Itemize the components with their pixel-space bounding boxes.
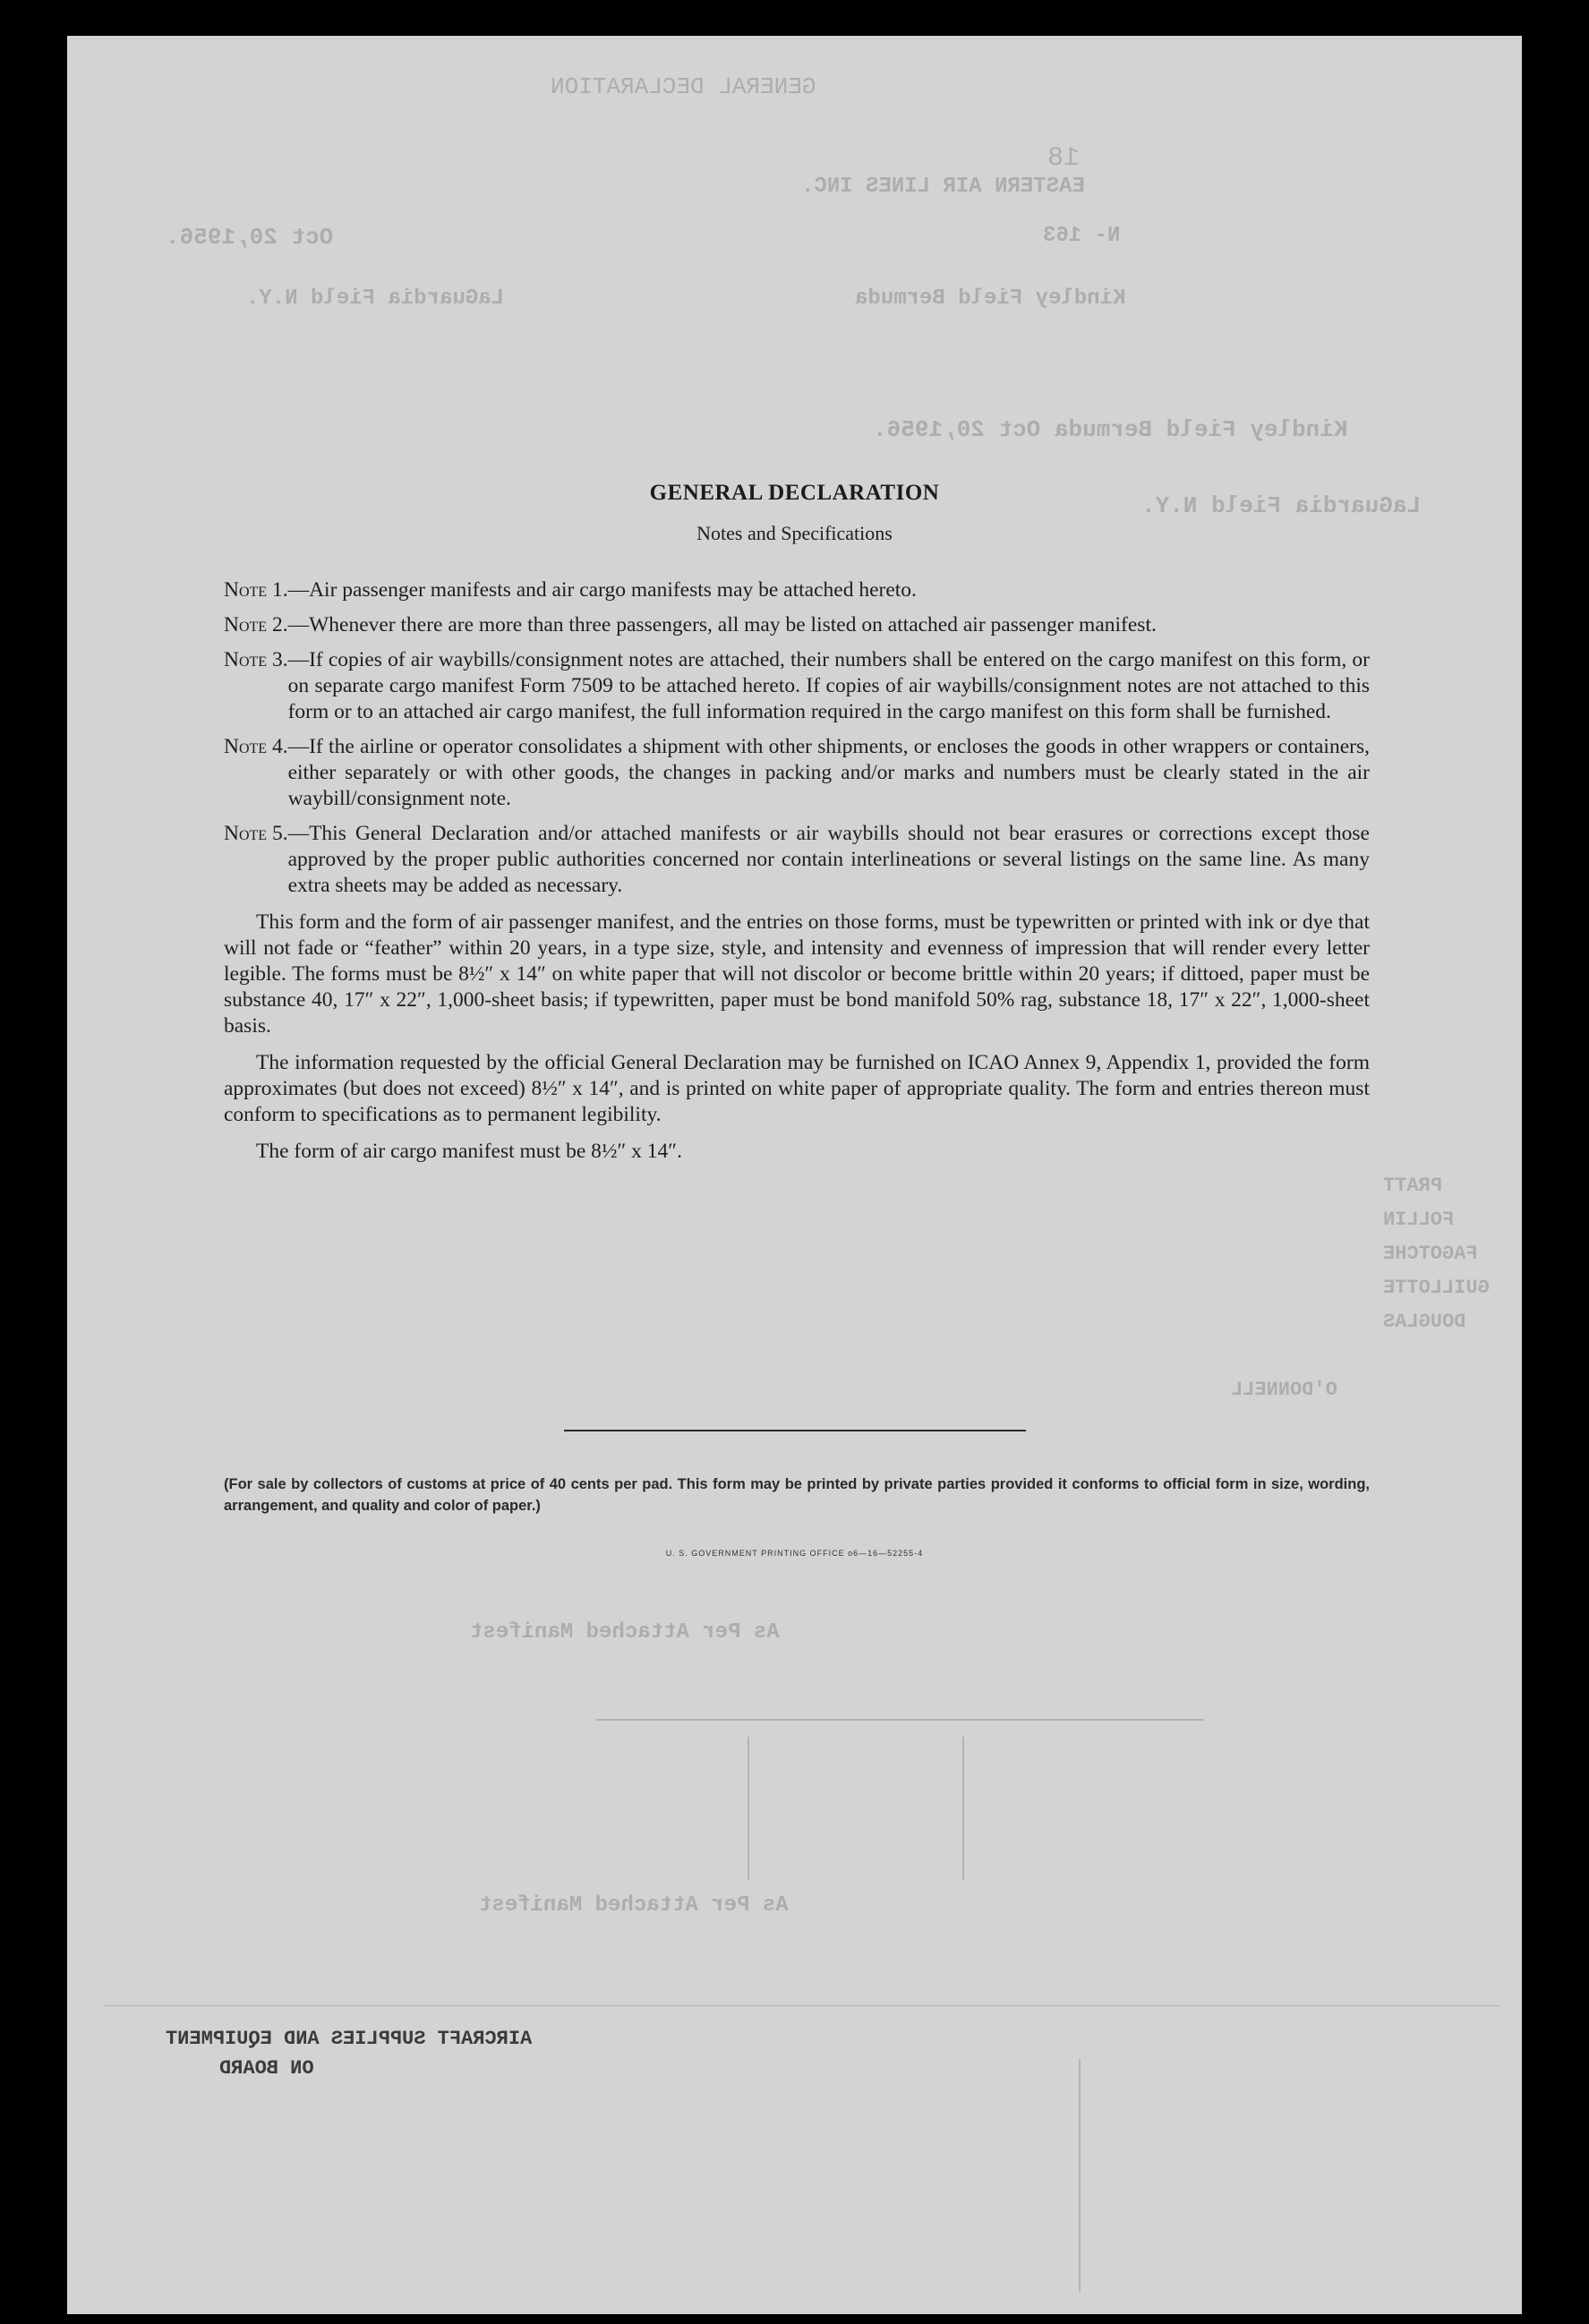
document-title: GENERAL DECLARATION <box>649 481 940 505</box>
ghost-arrival: LaGuardia Field N.Y. <box>246 286 505 311</box>
document-page <box>67 36 1522 2314</box>
ghost-crew-6: O'DONNELL <box>1231 1379 1337 1401</box>
ghost-airline: EASTERN AIR LINES INC. <box>801 175 1085 199</box>
ghost-rule-1 <box>595 1719 1204 1721</box>
ghost-cargo-manifest: As Per Attached Manifest <box>479 1893 789 1918</box>
ghost-flight-number: N- 163 <box>1043 224 1121 248</box>
ghost-date: Oct 20,1956. <box>166 224 334 251</box>
note-2 <box>224 612 1370 638</box>
ghost-crew-2: FOLLIN <box>1383 1209 1455 1231</box>
note-4 <box>224 734 1370 812</box>
ghost-route-departure: Kindley Field Bermuda Oct 20,1956. <box>873 416 1348 443</box>
printing-office-imprint: U. S. GOVERNMENT PRINTING OFFICE o6—16—52255-4 <box>665 1549 924 1558</box>
ghost-rule-3 <box>962 1737 964 1880</box>
note-1 <box>224 577 1370 603</box>
ghost-crew-5: DOUGLAS <box>1383 1311 1466 1333</box>
ghost-rule-2 <box>748 1737 749 1880</box>
horizontal-rule <box>564 1430 1026 1431</box>
ghost-page-number: 18 <box>1047 143 1081 174</box>
ghost-rule-4 <box>103 2005 1499 2006</box>
note-text: —If copies of air waybills/consignment notes are attached, their numbers shall be entered on the cargo manifest on this form, or on separate cargo manifest Form 7509 to be attached hereto. If copies of air waybills/consignment notes are not attached to this form or to an attached air cargo manifest, the full information required in the cargo manifest on this form shall be furnished. <box>287 648 1370 723</box>
ghost-crew-3: FAGOTCHE <box>1383 1243 1478 1265</box>
ghost-rule-5 <box>1079 2059 1081 2292</box>
ghost-passenger-manifest: As Per Attached Manifest <box>470 1620 780 1645</box>
ghost-route-arrival: LaGuardia Field N.Y. <box>1141 492 1422 519</box>
paragraph-form-requirements: This form and the form of air passenger manifest, and the entries on those forms, must be typewritten or printed with ink or dye that will not fade or “feather” within 20 years, in a type size, style, and intensity and evenness of impression that will render every letter legible. The forms must be 8½″ x 14″ on white paper that will not discolor or become brittle within 20 years; if dittoed, paper must be substance 40, 17″ x 22″, 1,000-sheet basis; if typewritten, paper must be bond manifold 50% rag, substance 18, 17″ x 22″, 1,000-sheet basis. <box>224 910 1370 1038</box>
note-label: Note 1. <box>224 578 288 602</box>
ghost-departure: Kindley Field Bermuda <box>855 286 1126 311</box>
note-text: —Air passenger manifests and air cargo manifests may be attached hereto. <box>287 578 917 602</box>
note-text: —This General Declaration and/or attached manifests or air waybills should not bear erasures or corrections except those approved by the proper public authorities concerned nor contain interlineations or several listings on the same line. As many extra sheets may be added as necessary. <box>287 822 1370 897</box>
paragraph-cargo-manifest-size: The form of air cargo manifest must be 8½″ x 14″. <box>256 1140 682 1163</box>
ghost-crew-1: PRATT <box>1383 1175 1443 1197</box>
ghost-header: GENERAL DECLARATION <box>551 73 816 100</box>
supplies-stamp-line-2: ON BOARD <box>219 2057 314 2080</box>
document-subtitle: Notes and Specifications <box>696 522 893 544</box>
note-5 <box>224 821 1370 899</box>
supplies-stamp-line-1: AIRCRAFT SUPPLIES AND EQUIPMENT <box>166 2028 533 2050</box>
ghost-crew-4: GUILLOTTE <box>1383 1277 1490 1299</box>
notes-section <box>224 577 1370 1175</box>
note-text: —If the airline or operator consolidates a shipment with other shipments, or encloses the goods in other wrappers or containers, either separately or with other goods, the changes in packing and/or marks and numbers must be clearly stated in the air waybill/consignment note. <box>287 735 1370 810</box>
note-label: Note 2. <box>224 613 288 637</box>
note-3 <box>224 647 1370 725</box>
note-text: —Whenever there are more than three passengers, all may be listed on attached air passenger manifest. <box>287 613 1157 637</box>
paragraph-icao-annex: The information requested by the official General Declaration may be furnished on ICAO Annex 9, Appendix 1, provided the form approximates (but does not exceed) 8½″ x 14″, and is printed on white paper of appropriate quality. The form and entries thereon must conform to specifications as to permanent legibility. <box>224 1051 1370 1126</box>
note-label: Note 4. <box>224 735 288 758</box>
note-label: Note 5. <box>224 822 288 845</box>
note-label: Note 3. <box>224 648 288 671</box>
sale-notice: (For sale by collectors of customs at price of 40 cents per pad. This form may be printed by private parties provided it conforms to official form in size, wording, arrangement, and quality and color of paper.) <box>224 1476 1370 1514</box>
